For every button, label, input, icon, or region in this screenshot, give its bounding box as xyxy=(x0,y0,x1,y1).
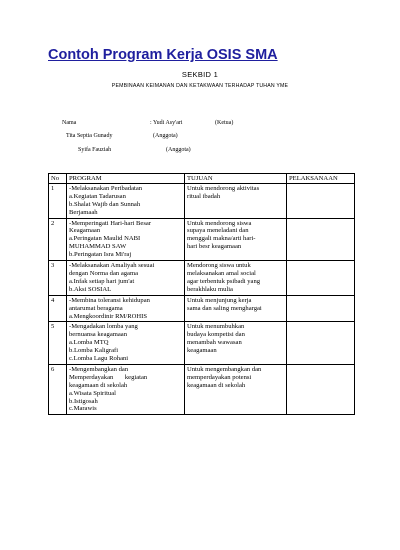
row-number: 6 xyxy=(49,364,67,414)
program-line: -Melaksanakan Peribadatan xyxy=(69,184,143,192)
table-row xyxy=(49,322,355,365)
tujuan-line: hari besr keagamaan xyxy=(187,243,242,251)
tujuan-line: Untuk mendorong aktivitas xyxy=(187,184,260,192)
tujuan-line: Untuk mengembangkan dan xyxy=(187,365,262,373)
program-line: a.Infak setiap hari jum'at xyxy=(69,277,135,285)
program-line: dengan Norma dan agama xyxy=(69,269,139,277)
row-number: 2 xyxy=(49,218,67,261)
pelaksanaan-cell xyxy=(287,218,355,261)
header-no: No xyxy=(49,174,67,184)
tujuan-cell xyxy=(185,295,287,322)
header-program: PROGRAM xyxy=(67,174,185,184)
table-row xyxy=(49,261,355,296)
header-pelaksanaan: PELAKSANAAN xyxy=(287,174,355,184)
pelaksanaan-cell xyxy=(287,295,355,322)
table-row xyxy=(49,218,355,261)
tujuan-line: Untuk menumbuhkan xyxy=(187,323,245,331)
program-line: c.Marawis xyxy=(69,405,97,413)
row-number: 3 xyxy=(49,261,67,296)
program-cell xyxy=(67,295,185,322)
tujuan-line: menggali makna/arti hari- xyxy=(187,235,256,243)
row-number: 4 xyxy=(49,295,67,322)
table-row xyxy=(49,183,355,218)
program-line: b.Shalat Wajib dan Sunnah xyxy=(69,200,141,208)
program-cell xyxy=(67,218,185,261)
program-line: c.Lomba Lagu Rohani xyxy=(69,355,129,363)
member1-role: (Anggota) xyxy=(153,133,178,139)
program-line: a.Wisata Spiritual xyxy=(69,389,116,397)
program-line: -Mengembangkan dan xyxy=(69,365,129,373)
document-title: Contoh Program Kerja OSIS SMA xyxy=(48,47,278,63)
tujuan-cell xyxy=(185,261,287,296)
program-cell xyxy=(67,364,185,414)
program-line: -Melaksanakan Amaliyah sesuai xyxy=(69,262,155,270)
tujuan-line: melaksanakan amal social xyxy=(187,269,256,277)
program-cell xyxy=(67,183,185,218)
program-line: a.Peringatan Maulid NABI xyxy=(69,235,141,243)
row-number: 1 xyxy=(49,183,67,218)
program-line: -Memperingati Hari-hari Besar xyxy=(69,219,152,227)
member1-name: Tita Septia Gunady xyxy=(66,133,113,139)
program-line: keagamaan di sekolah xyxy=(69,381,128,389)
pelaksanaan-cell xyxy=(287,183,355,218)
tujuan-cell xyxy=(185,183,287,218)
table-header-row xyxy=(49,174,355,184)
program-line: Keagamaan xyxy=(69,227,101,235)
nama-label: Nama xyxy=(62,120,77,126)
program-line: antarumat beragama xyxy=(69,304,123,312)
pelaksanaan-cell xyxy=(287,364,355,414)
table-body xyxy=(49,183,355,414)
sekbid-heading: SEKBID 1 xyxy=(181,70,219,79)
program-line: -Mengadakan lomba yang xyxy=(69,323,138,331)
tujuan-cell xyxy=(185,322,287,365)
tujuan-line: supaya meneladani dan xyxy=(187,227,249,235)
program-line: bernuansa keagamaan xyxy=(69,331,128,339)
tujuan-line: Mendorong siswa untuk xyxy=(187,262,251,270)
tujuan-line: berakhlaku mulia xyxy=(187,285,233,293)
program-cell xyxy=(67,261,185,296)
tujuan-line: keagamaan xyxy=(187,347,217,355)
program-line: a.Mengkoordinir RM/ROHIS xyxy=(69,312,148,320)
tujuan-line: sama dan saling menghargai xyxy=(187,304,262,312)
program-line: a.Kegiatan Tadarusan xyxy=(69,192,126,200)
program-line: -Membina toleransi kehidupan xyxy=(69,296,150,304)
program-table xyxy=(48,173,355,415)
member2-name: Syifa Fauziah xyxy=(78,147,112,153)
pelaksanaan-cell xyxy=(287,322,355,365)
row-number: 5 xyxy=(49,322,67,365)
program-line: b.Lomba Kaligrafi xyxy=(69,347,119,355)
table-row xyxy=(49,295,355,322)
program-line: b.Istigosah xyxy=(69,397,98,405)
tujuan-line: keagamaan di sekolah xyxy=(187,381,246,389)
program-line: a.Lomba MTQ xyxy=(69,339,109,347)
tujuan-cell xyxy=(185,218,287,261)
header-tujuan: TUJUAN xyxy=(185,174,287,184)
tujuan-line: Untuk mendorong siswa xyxy=(187,219,252,227)
tujuan-line: budaya kompetisi dan xyxy=(187,331,245,339)
tujuan-line: memperdayakan potensi xyxy=(187,373,252,381)
table-row xyxy=(49,364,355,414)
section-subtitle: PEMBINAAN KEIMANAN DAN KETAKWAAN TERHADAP TUHAN YME xyxy=(111,83,289,89)
program-line: Berjamaah xyxy=(69,208,98,216)
chair-role: (Ketua) xyxy=(215,120,234,126)
tujuan-cell xyxy=(185,364,287,414)
tujuan-line: Untuk menjunjung kerja xyxy=(187,296,252,304)
chair-name: : Yudi Asy'ari xyxy=(150,120,183,126)
program-line: b.Aksi SOSIAL xyxy=(69,285,112,293)
program-line: b.Peringatan Isra Mi'raj xyxy=(69,251,132,259)
program-cell xyxy=(67,322,185,365)
member2-role: (Anggota) xyxy=(166,147,191,153)
program-line: Memperdayakan kegiatan xyxy=(69,373,148,381)
program-line: MUHAMMAD SAW xyxy=(69,243,127,251)
tujuan-line: ritual ibadah xyxy=(187,192,221,200)
pelaksanaan-cell xyxy=(287,261,355,296)
tujuan-line: agar terbentuk psibadi yang xyxy=(187,277,261,285)
tujuan-line: menambah wawasan xyxy=(187,339,242,347)
